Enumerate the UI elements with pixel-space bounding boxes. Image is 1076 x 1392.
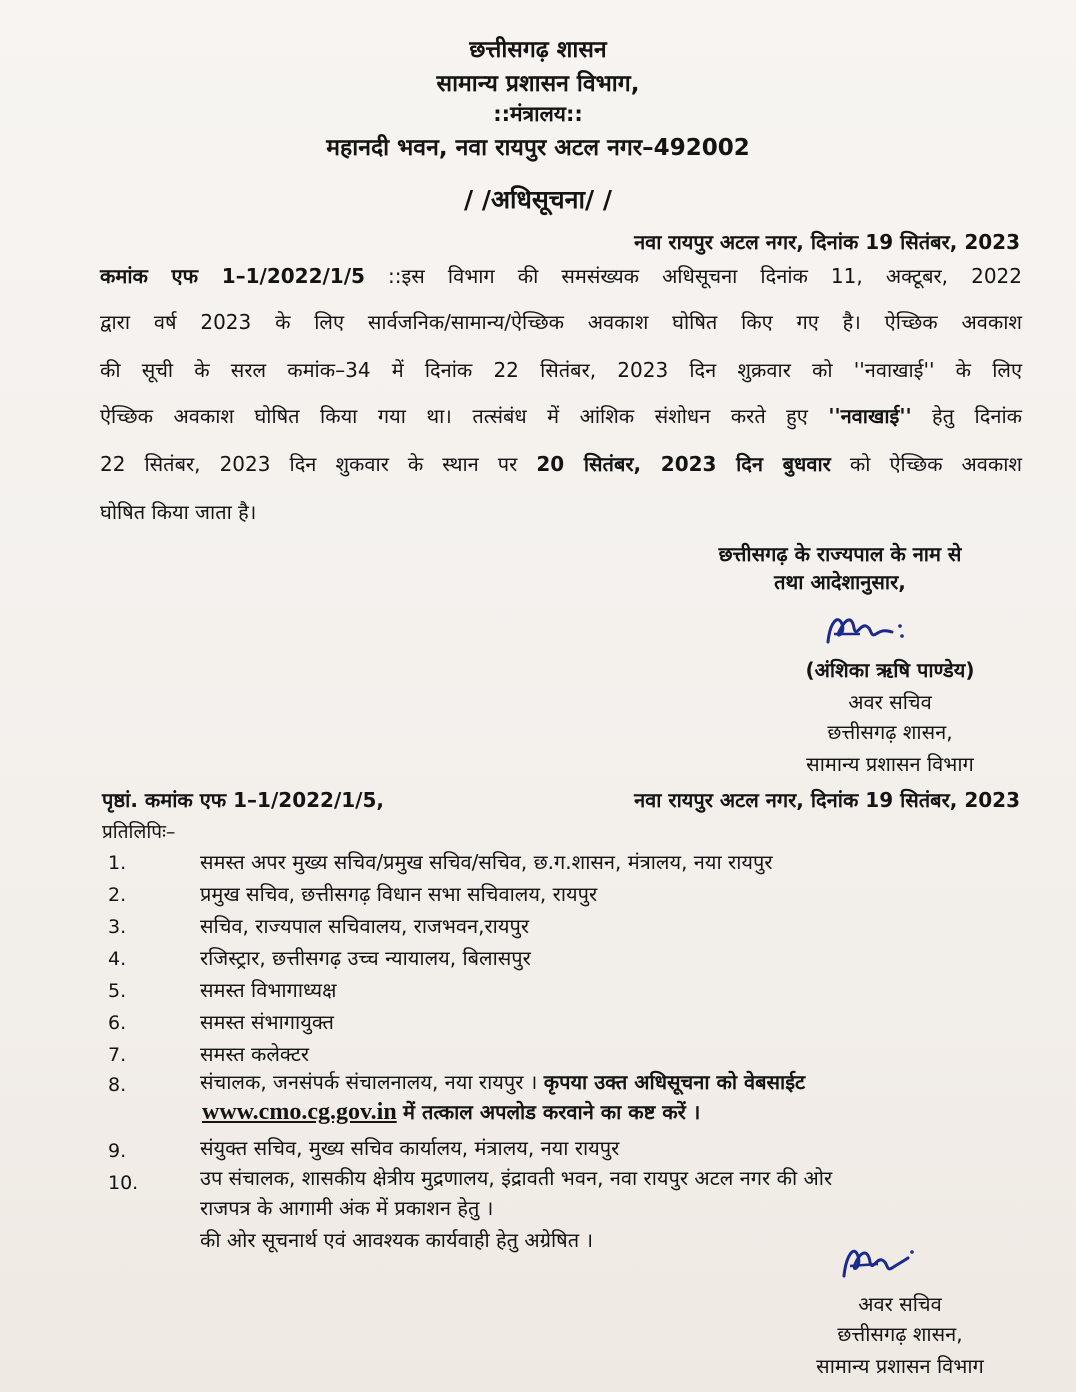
list-item: प्रमुख सचिव, छत्तीसगढ़ विधान सभा सचिवालय, रायपुर bbox=[200, 882, 598, 906]
list-item: समस्त संभागायुक्त bbox=[200, 1010, 334, 1034]
office-address: महानदी भवन, नवा रायपुर अटल नगर–492002 bbox=[326, 135, 750, 161]
endorsement-reference: पृष्ठां. कमांक एफ 1–1/2022/1/5, bbox=[102, 788, 384, 812]
signatory-designation: अवर सचिव bbox=[858, 1292, 942, 1316]
body-line-1: कमांक एफ 1–1/2022/1/5 ::इस विभाग की समसंख्यक अधिसूचना दिनांक 11, अक्टूबर, 2022 bbox=[100, 264, 1022, 288]
authority-line-2: तथा आदेशानुसार, bbox=[774, 570, 906, 594]
list-item-number: 4. bbox=[108, 948, 127, 970]
list-item-number: 6. bbox=[108, 1012, 127, 1034]
list-item-continuation: राजपत्र के आगामी अंक में प्रकाशन हेतु । bbox=[200, 1196, 494, 1220]
govt-name: छत्तीसगढ़ शासन bbox=[469, 37, 607, 63]
list-item-number: 5. bbox=[108, 980, 127, 1002]
list-item-continuation: www.cmo.cg.gov.in में तत्काल अपलोड करवाने का कष्ट करें । bbox=[202, 1099, 701, 1125]
list-item: सचिव, राज्यपाल सचिवालय, राजभवन,रायपुर bbox=[200, 914, 530, 938]
list-item-number: 9. bbox=[108, 1140, 127, 1162]
list-item: समस्त कलेक्टर bbox=[200, 1042, 310, 1066]
signatory-designation: अवर सचिव bbox=[848, 690, 932, 714]
list-item: संचालक, जनसंपर्क संचालनालय, नया रायपुर । कृपया उक्त अधिसूचना को वेबसाईट bbox=[200, 1070, 806, 1094]
authority-line-1: छत्तीसगढ़ के राज्यपाल के नाम से bbox=[718, 542, 962, 566]
list-item-number: 2. bbox=[108, 884, 127, 906]
body-line-6: घोषित किया जाता है। bbox=[100, 500, 257, 524]
signatory-department: सामान्य प्रशासन विभाग bbox=[816, 1354, 984, 1378]
signatory-department: सामान्य प्रशासन विभाग bbox=[806, 752, 974, 776]
signature-image bbox=[820, 604, 910, 652]
notification-title: / /अधिसूचना/ / bbox=[463, 185, 612, 214]
list-item: उप संचालक, शासकीय क्षेत्रीय मुद्रणालय, इंद्रावती भवन, नवा रायपुर अटल नगर की ओर bbox=[200, 1166, 833, 1190]
signatory-org: छत्तीसगढ़ शासन, bbox=[827, 720, 953, 744]
body-line-5: 22 सितंबर, 2023 दिन शुकवार के स्थान पर 20 सितंबर, 2023 दिन बुधवार को ऐच्छिक अवकाश bbox=[100, 452, 1023, 476]
list-item-number: 3. bbox=[108, 916, 127, 938]
list-item: संयुक्त सचिव, मुख्य सचिव कार्यालय, मंत्रालय, नया रायपुर bbox=[200, 1136, 620, 1160]
website-link[interactable]: www.cmo.cg.gov.in bbox=[202, 1099, 397, 1125]
body-line-2: द्वारा वर्ष 2023 के लिए सार्वजनिक/सामान्य/ऐच्छिक अवकाश घोषित किए गए है। ऐच्छिक अवकाश bbox=[100, 310, 1022, 334]
list-item: समस्त विभागाध्यक्ष bbox=[200, 978, 337, 1002]
signatory-org: छत्तीसगढ़ शासन, bbox=[837, 1322, 963, 1346]
list-item-number: 7. bbox=[108, 1044, 127, 1066]
forwarding-note: की ओर सूचनार्थ एवं आवश्यक कार्यवाही हेतु अग्रेषित । bbox=[200, 1228, 594, 1252]
list-item-number: 8. bbox=[108, 1074, 127, 1096]
ministry-label: ::मंत्रालय:: bbox=[493, 102, 583, 126]
endorsement-dateline: नवा रायपुर अटल नगर, दिनांक 19 सितंबर, 2023 bbox=[634, 788, 1020, 812]
list-item: समस्त अपर मुख्य सचिव/प्रमुख सचिव/सचिव, छ.ग.शासन, मंत्रालय, नया रायपुर bbox=[200, 850, 773, 874]
order-reference: कमांक एफ 1–1/2022/1/5 bbox=[100, 264, 365, 288]
department-name: सामान्य प्रशासन विभाग, bbox=[436, 71, 640, 97]
list-item: रजिस्ट्रार, छत्तीसगढ़ उच्च न्यायालय, बिलासपुर bbox=[200, 946, 531, 970]
body-line-3: की सूची के सरल कमांक–34 में दिनांक 22 सितंबर, 2023 दिन शुक्रवार को ''नवाखाई'' के लिए bbox=[100, 358, 1022, 382]
list-item-number: 1. bbox=[108, 852, 127, 874]
copy-to-label: प्रतिलिपिः– bbox=[102, 821, 176, 843]
signature-image bbox=[838, 1236, 918, 1284]
list-item-number: 10. bbox=[108, 1172, 139, 1194]
notification-dateline: नवा रायपुर अटल नगर, दिनांक 19 सितंबर, 2023 bbox=[634, 230, 1020, 254]
body-line-4: ऐच्छिक अवकाश घोषित किया गया था। तत्संबंध में आंशिक संशोधन करते हुए ''नवाखाई'' हेतु दिनांक bbox=[100, 404, 1022, 428]
signatory-name: (अंशिका ऋषि पाण्डेय) bbox=[805, 658, 975, 682]
